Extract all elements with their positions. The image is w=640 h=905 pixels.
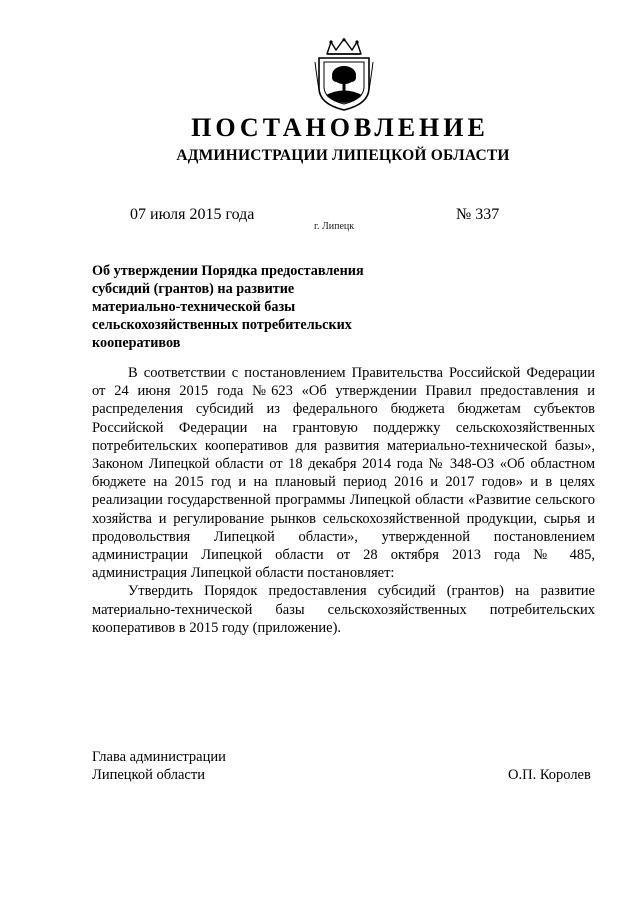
document-heading [92,262,392,352]
heading-line: материально-технической базы [92,299,296,315]
signature-position [92,748,226,784]
lipetsk-oblast-coat-of-arms-icon [313,38,375,112]
document-number: № 337 [456,206,500,223]
document-date: 07 июля 2015 года [130,206,255,223]
document-title: ПОСТАНОВЛЕНИЕ [191,113,489,142]
heading-line: сельскохозяйственных потребительских [92,317,352,333]
heading-line: субсидий (грантов) на развитие [92,281,295,297]
body-paragraph: В соответствии с постановлением Правительства Российской Федерации от 24 июня 2015 года №623 «Об утверждении Правил предоставления и распределения субсидий из федерального бюджета бюджетам субъектов Российской Федерации на грантовую поддержку сельскохозяйственных потребительских кооперативов для развития материально-технической базы», Законом Липецкой области от 18 декабря 2014 года № 348-ОЗ «Об областном бюджете на 2015 год и на плановый период 2016 и 2017 годов» и в целях реализации государственной программы Липецкой области «Развитие сельского хозяйства и регулирование рынков сельскохозяйственной продукции, сырья и продовольствия Липецкой области», утвержденной постановлением администрации Липецкой области от 28 октября 2013 года № 485, администрация Липецкой области постановляет: [92,365,595,582]
signature-name: О.П. Королев [508,767,591,783]
document-subtitle: АДМИНИСТРАЦИИ ЛИПЕЦКОЙ ОБЛАСТИ [176,147,510,164]
document-body [92,364,595,637]
signature-position-line: Липецкой области [92,767,205,783]
heading-line: Об утверждении Порядка предоставления [92,263,364,279]
heading-line: кооперативов [92,335,181,351]
signature-position-line: Глава администрации [92,749,226,765]
body-paragraph: Утвердить Порядок предоставления субсидий (грантов) на развитие материально-технической базы сельскохозяйственных потребительских кооперативов в 2015 году (приложение). [92,583,595,636]
document-city: г. Липецк [314,221,355,232]
